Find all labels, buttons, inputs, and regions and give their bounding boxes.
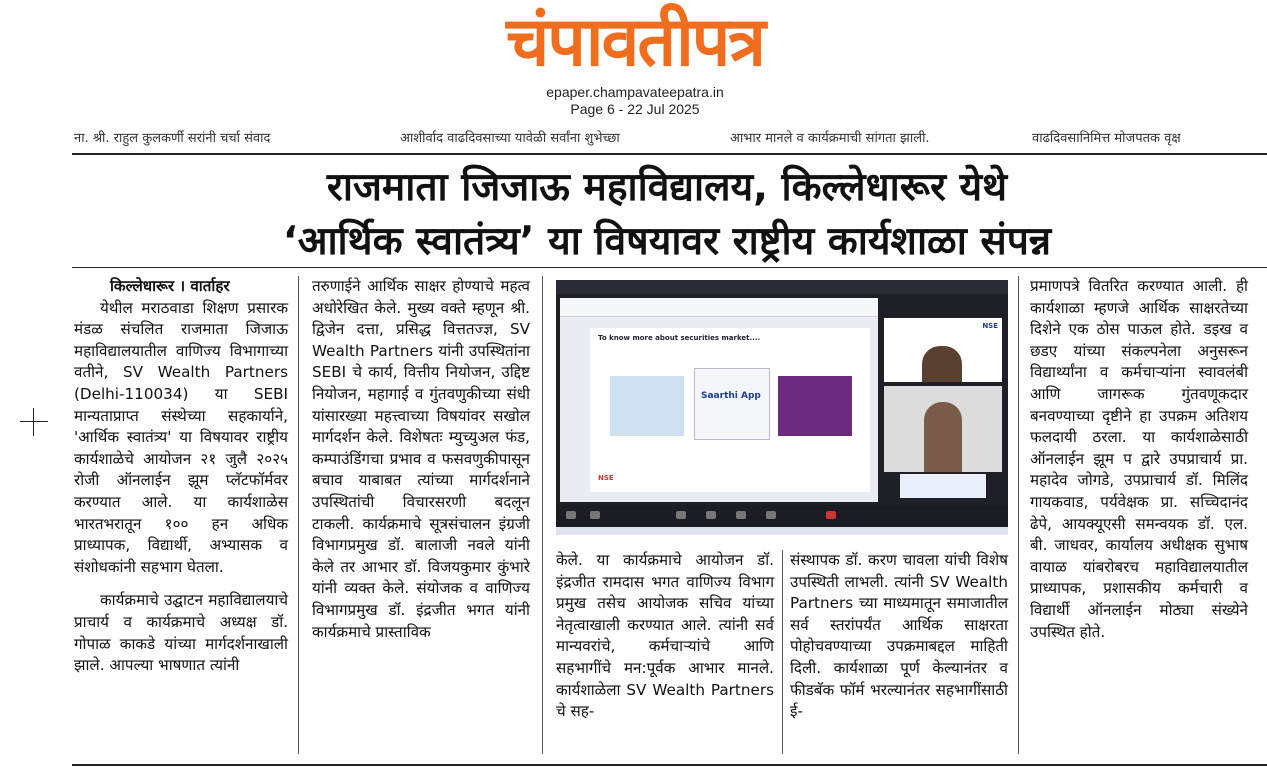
paragraph: येथील मराठवाडा शिक्षण प्रसारक मंडळ संचलित राजमाता जिजाऊ महाविद्यालयातील वाणिज्य विभागाच्या वतीने, SV Wealth Partners (Delhi-110034) या SEBI मान्यताप्राप्त संस्थेच्या सहकार्याने, 'आर्थिक स्वातंत्र्य' या विषयावर राष्ट्रीय कार्यशाळेचे आयोजन २१ जुलै २०२५ रोजी ऑनलाईन झूम प्लॅटफॉर्मवर करण्यात आले. या कार्यशाळेस भारतभरातून १०० हन अधिक प्राध्यापक, विद्यार्थी, अभ्यासक व संशोधकांनी सहभाग घेतला. xyxy=(74,298,288,576)
headline-line-2: ‘आर्थिक स्वातंत्र्य’ या विषयावर राष्ट्रीय कार्यशाळा संपन्न xyxy=(282,219,1052,264)
strip-text-1: ना. श्री. राहुल कुलकर्णी सरांनी चर्चा संवाद xyxy=(74,131,271,146)
crosshair-cursor-icon xyxy=(20,408,48,436)
paragraph: केले. या कार्यक्रमाचे आयोजन डॉ. इंद्रजीत रामदास भगत वाणिज्य विभाग प्रमुख तसेच आयोजक सचिव यांच्या नेतृत्वाखाली करण्यात आले. त्यांनी सर्व मान्यवरांचे, कर्मचाऱ्यांचे आणि सहभागींचे मन:पूर्वक आभार मानले. कार्यशाळेला SV Wealth Partners चे सह- xyxy=(556,551,774,721)
zoom-meeting-photo xyxy=(556,280,1008,535)
article-column-1 xyxy=(74,276,288,677)
bottom-rule xyxy=(72,764,1267,766)
article-column-2 xyxy=(312,276,530,643)
participant-avatar xyxy=(924,402,962,472)
article-column-3 xyxy=(556,550,774,723)
article-column-5 xyxy=(1030,276,1248,643)
strip-text-3: आभार मानले व कार्यक्रमाची सांगता झाली. xyxy=(730,131,930,146)
video-tile-poster: NSE xyxy=(884,318,1002,382)
window-titlebar xyxy=(556,280,1008,294)
slide-card xyxy=(694,368,770,440)
strip-text-4: वाढदिवसानिमित्त मोजपतक वृक्ष xyxy=(1032,131,1181,146)
mic-icon[interactable] xyxy=(566,511,576,519)
column-divider xyxy=(298,276,299,754)
paragraph: संस्थापक डॉ. करण चावला यांची विशेष उपस्थिती लाभली. त्यांनी SV Wealth Partners च्या माध्यमातून समाजातील सर्व स्तरांपर्यंत आर्थिक साक्षरता पोहोचवण्याच्या उपक्रमाबद्दल माहिती दिली. कार्यशाळा पूर्ण केल्यानंतर व फीडबॅक फॉर्म भरल्यानंतर सहभागींसाठी ई- xyxy=(790,551,1008,721)
headline-line-1: राजमाता जिजाऊ महाविद्यालय, किल्लेधारूर येथे xyxy=(326,165,1008,210)
meeting-controls-bar xyxy=(556,505,1008,527)
slide-card xyxy=(610,376,684,436)
slide-title: To know more about securities market.... xyxy=(598,334,761,342)
previous-article-strip xyxy=(70,126,1267,150)
paragraph: प्रमाणपत्रे वितरित करण्यात आली. ही कार्यशाळा म्हणजे आर्थिक साक्षरतेच्या दिशेने एक ठोस पाऊल होते. डइख व छडए यांच्या संकल्पनेला अनुसरून विद्यार्थ्यांना व कर्मचाऱ्यांना स्वावलंबी आणि जागरूक गुंतवणूकदार बनवण्याच्या दृष्टीने हा उपक्रम अतिशय फलदायी ठरला. या कार्यशाळेसाठी ऑनलाईन झूम प द्वारे उपप्राचार्य प्रा. महादेव जोगडे, उपप्राचार्य डॉ. मिलिंद गायकवाड, पर्यवेक्षक प्रा. सच्चिदानंद ढेपे, आयक्यूएसी समन्वयक डॉ. एल. बी. जाधवर, कार्यालय अधीक्षक सुभाष वायाळ यांबरोबरच महाविद्यालयातील प्राध्यापक, प्रशासकीय कर्मचारी व विद्यार्थी ऑनलाईन मोठ्या संख्येने उपस्थित होते. xyxy=(1030,277,1248,641)
chat-icon[interactable] xyxy=(706,511,716,519)
video-tile-small xyxy=(900,474,986,498)
newspaper-logo: चंपावतीपत्र xyxy=(506,3,764,82)
react-icon[interactable] xyxy=(736,511,746,519)
headline-rule xyxy=(72,267,1267,268)
leave-button[interactable] xyxy=(826,511,836,519)
nse-logo: NSE xyxy=(598,474,614,482)
strip-text-2: आशीर्वाद वाढदिवसाच्या यावेळी सर्वांना शुभेच्छा xyxy=(400,131,620,146)
page-info: Page 6 - 22 Jul 2025 xyxy=(570,101,700,117)
masthead xyxy=(420,2,850,118)
slide xyxy=(590,328,870,492)
participants-icon[interactable] xyxy=(676,511,686,519)
participant-avatar xyxy=(922,346,962,382)
column-divider xyxy=(1018,276,1019,754)
app-label: Saarthi App xyxy=(701,391,761,401)
column-divider xyxy=(542,276,543,754)
video-tile-speaker xyxy=(884,386,1002,472)
video-icon[interactable] xyxy=(590,511,600,519)
slide-card xyxy=(778,376,852,436)
taskbar xyxy=(556,527,1008,535)
shared-screen xyxy=(560,298,878,502)
byline: किल्लेधारूर । वार्ताहर xyxy=(110,277,230,295)
paragraph: तरुणाईने आर्थिक साक्षर होण्याचे महत्व अधोरेखित केले. मुख्य वक्ते म्हणून श्री. द्विजेन दत्ता, प्रसिद्ध वित्ततज्ज्ञ, SV Wealth Partners यांनी उपस्थितांना SEBI चे कार्य, वित्तीय नियोजन, उद्दिष्ट नियोजन, महागाई व गुंतवणुकीच्या संधी यांसारख्या महत्त्वाच्या विषयांवर सखोल मार्गदर्शन केले. विशेषतः म्युच्युअल फंड, कम्पाउंडिंगचा प्रभाव व फसवणुकीपासून बचाव याबाबत त्यांच्या मार्गदर्शनाने उपस्थितांची विचारसरणी बदलून टाकली. कार्यक्रमाचे सूत्रसंचालन इंग्रजी विभागप्रमुख डॉ. बालाजी नवले यांनी केले तर आभार डॉ. विजयकुमार कुंभारे यांनी व्यक्त केले. संयोजक व वाणिज्य विभागप्रमुख डॉ. इंद्रजीत भगत यांनी कार्यक्रमाचे प्रास्ताविक xyxy=(312,277,530,641)
share-icon[interactable] xyxy=(766,511,776,519)
top-rule xyxy=(72,153,1267,155)
article-column-4 xyxy=(790,550,1008,723)
paragraph: कार्यक्रमाचे उद्घाटन महाविद्यालयाचे प्राचार्य व कार्यक्रमाचे अध्यक्ष डॉ. गोपाळ काकडे यांच्या मार्गदर्शनाखाली झाले. आपल्या भाषणात त्यांनी xyxy=(74,591,288,675)
website-url[interactable]: epaper.champavateepatra.in xyxy=(546,84,724,100)
column-divider xyxy=(782,550,783,754)
